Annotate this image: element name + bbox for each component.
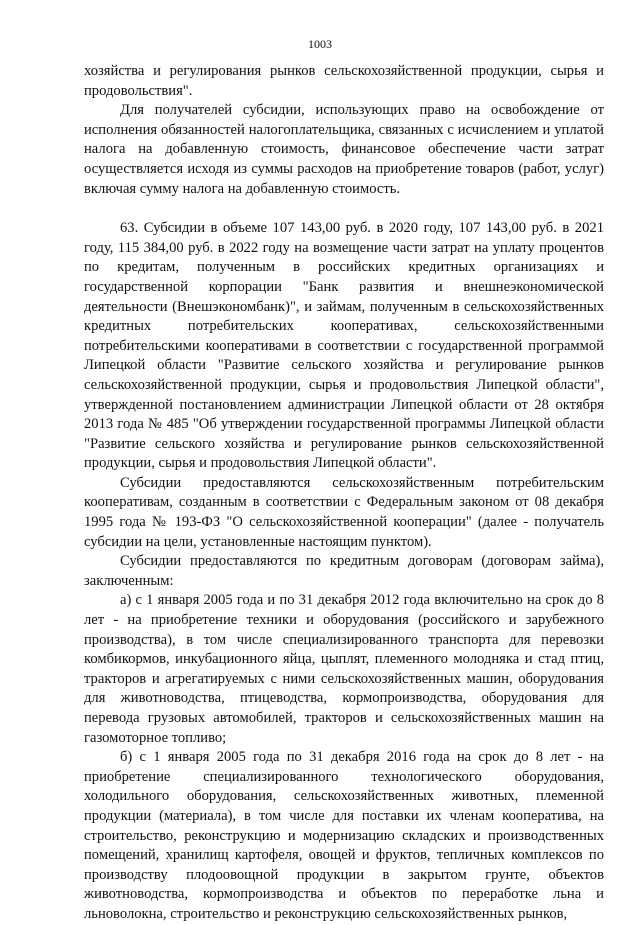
paragraph: б) с 1 января 2005 года по 31 декабря 2016 года на срок до 8 лет - на приобретение специализированного технологического оборудования, холодильного оборудования, сельскохозяйственных животных, племенной продукции (материала), в том числе для поставки их членам кооператива, на строительство, реконструкцию и модернизацию складских и производственных помещений, хранилищ картофеля, овощей и фруктов, тепличных комплексов по производству плодоовощной продукции в закрытом грунте, объектов животноводства, кормопроизводства и объектов по переработке льна и льноволокна, строительство и реконструкцию сельскохозяйственных рынков, xyxy=(84,749,604,922)
paragraph: а) с 1 января 2005 года и по 31 декабря 2012 года включительно на срок до 8 лет - на приобретение техники и оборудования (российского и зарубежного производства), в том числе специализированного транспорта для перевозки комбикормов, инкубационного яйца, цыплят, племенного молодняка и стад птиц, тракторов и агрегатируемых с ними сельскохозяйственных машин, оборудования для животноводства, птицеводства, кормопроизводства, оборудования для перевода грузовых автомобилей, тракторов и сельскохозяйственных машин на газомоторное топливо; xyxy=(84,592,604,746)
paragraph: Для получателей субсидии, использующих право на освобождение от исполнения обязанностей налогоплательщика, связанных с исчислением и уплатой налога на добавленную стоимость, финансовое обеспечение части затрат осуществляется исходя из суммы расходов на приобретение товаров (работ, услуг) включая сумму налога на добавленную стоимость. xyxy=(84,102,604,197)
paragraph: 63. Субсидии в объеме 107 143,00 руб. в 2020 году, 107 143,00 руб. в 2021 году, 115 384,00 руб. в 2022 году на возмещение части затрат на уплату процентов по кредитам, полученным в российских кредитных организациях и государственной корпорации "Банк развития и внешнеэкономической деятельности (Внешэкономбанк)", и займам, полученным в сельскохозяйственных кредитных потребительских кооперативах, сельскохозяйственными потребительскими кооперативами в соответствии с государственной программой Липецкой области "Развитие сельского хозяйства и регулирование рынков сельскохозяйственной продукции, сырья и продовольствия Липецкой области", утвержденной постановлением администрации Липецкой области от 28 октября 2013 года № 485 "Об утверждении государственной программы Липецкой области "Развитие сельского хозяйства и регулирование рынков сельскохозяйственной продукции, сырья и продовольствия Липецкой области". xyxy=(84,220,604,472)
page-number: 1003 xyxy=(308,37,332,51)
paragraph: Субсидии предоставляются по кредитным договорам (договорам займа), заключенным: xyxy=(84,553,604,589)
paragraph: Субсидии предоставляются сельскохозяйственным потребительским кооперативам, созданным в соответствии с Федеральным законом от 08 декабря 1995 года № 193-ФЗ "О сельскохозяйственной кооперации" (далее - получатель субсидии на цели, установленные настоящим пунктом). xyxy=(84,474,604,550)
body-text xyxy=(84,62,604,925)
paragraph-gap xyxy=(84,199,604,219)
paragraph: хозяйства и регулирования рынков сельскохозяйственной продукции, сырья и продовольствия". xyxy=(84,63,604,99)
